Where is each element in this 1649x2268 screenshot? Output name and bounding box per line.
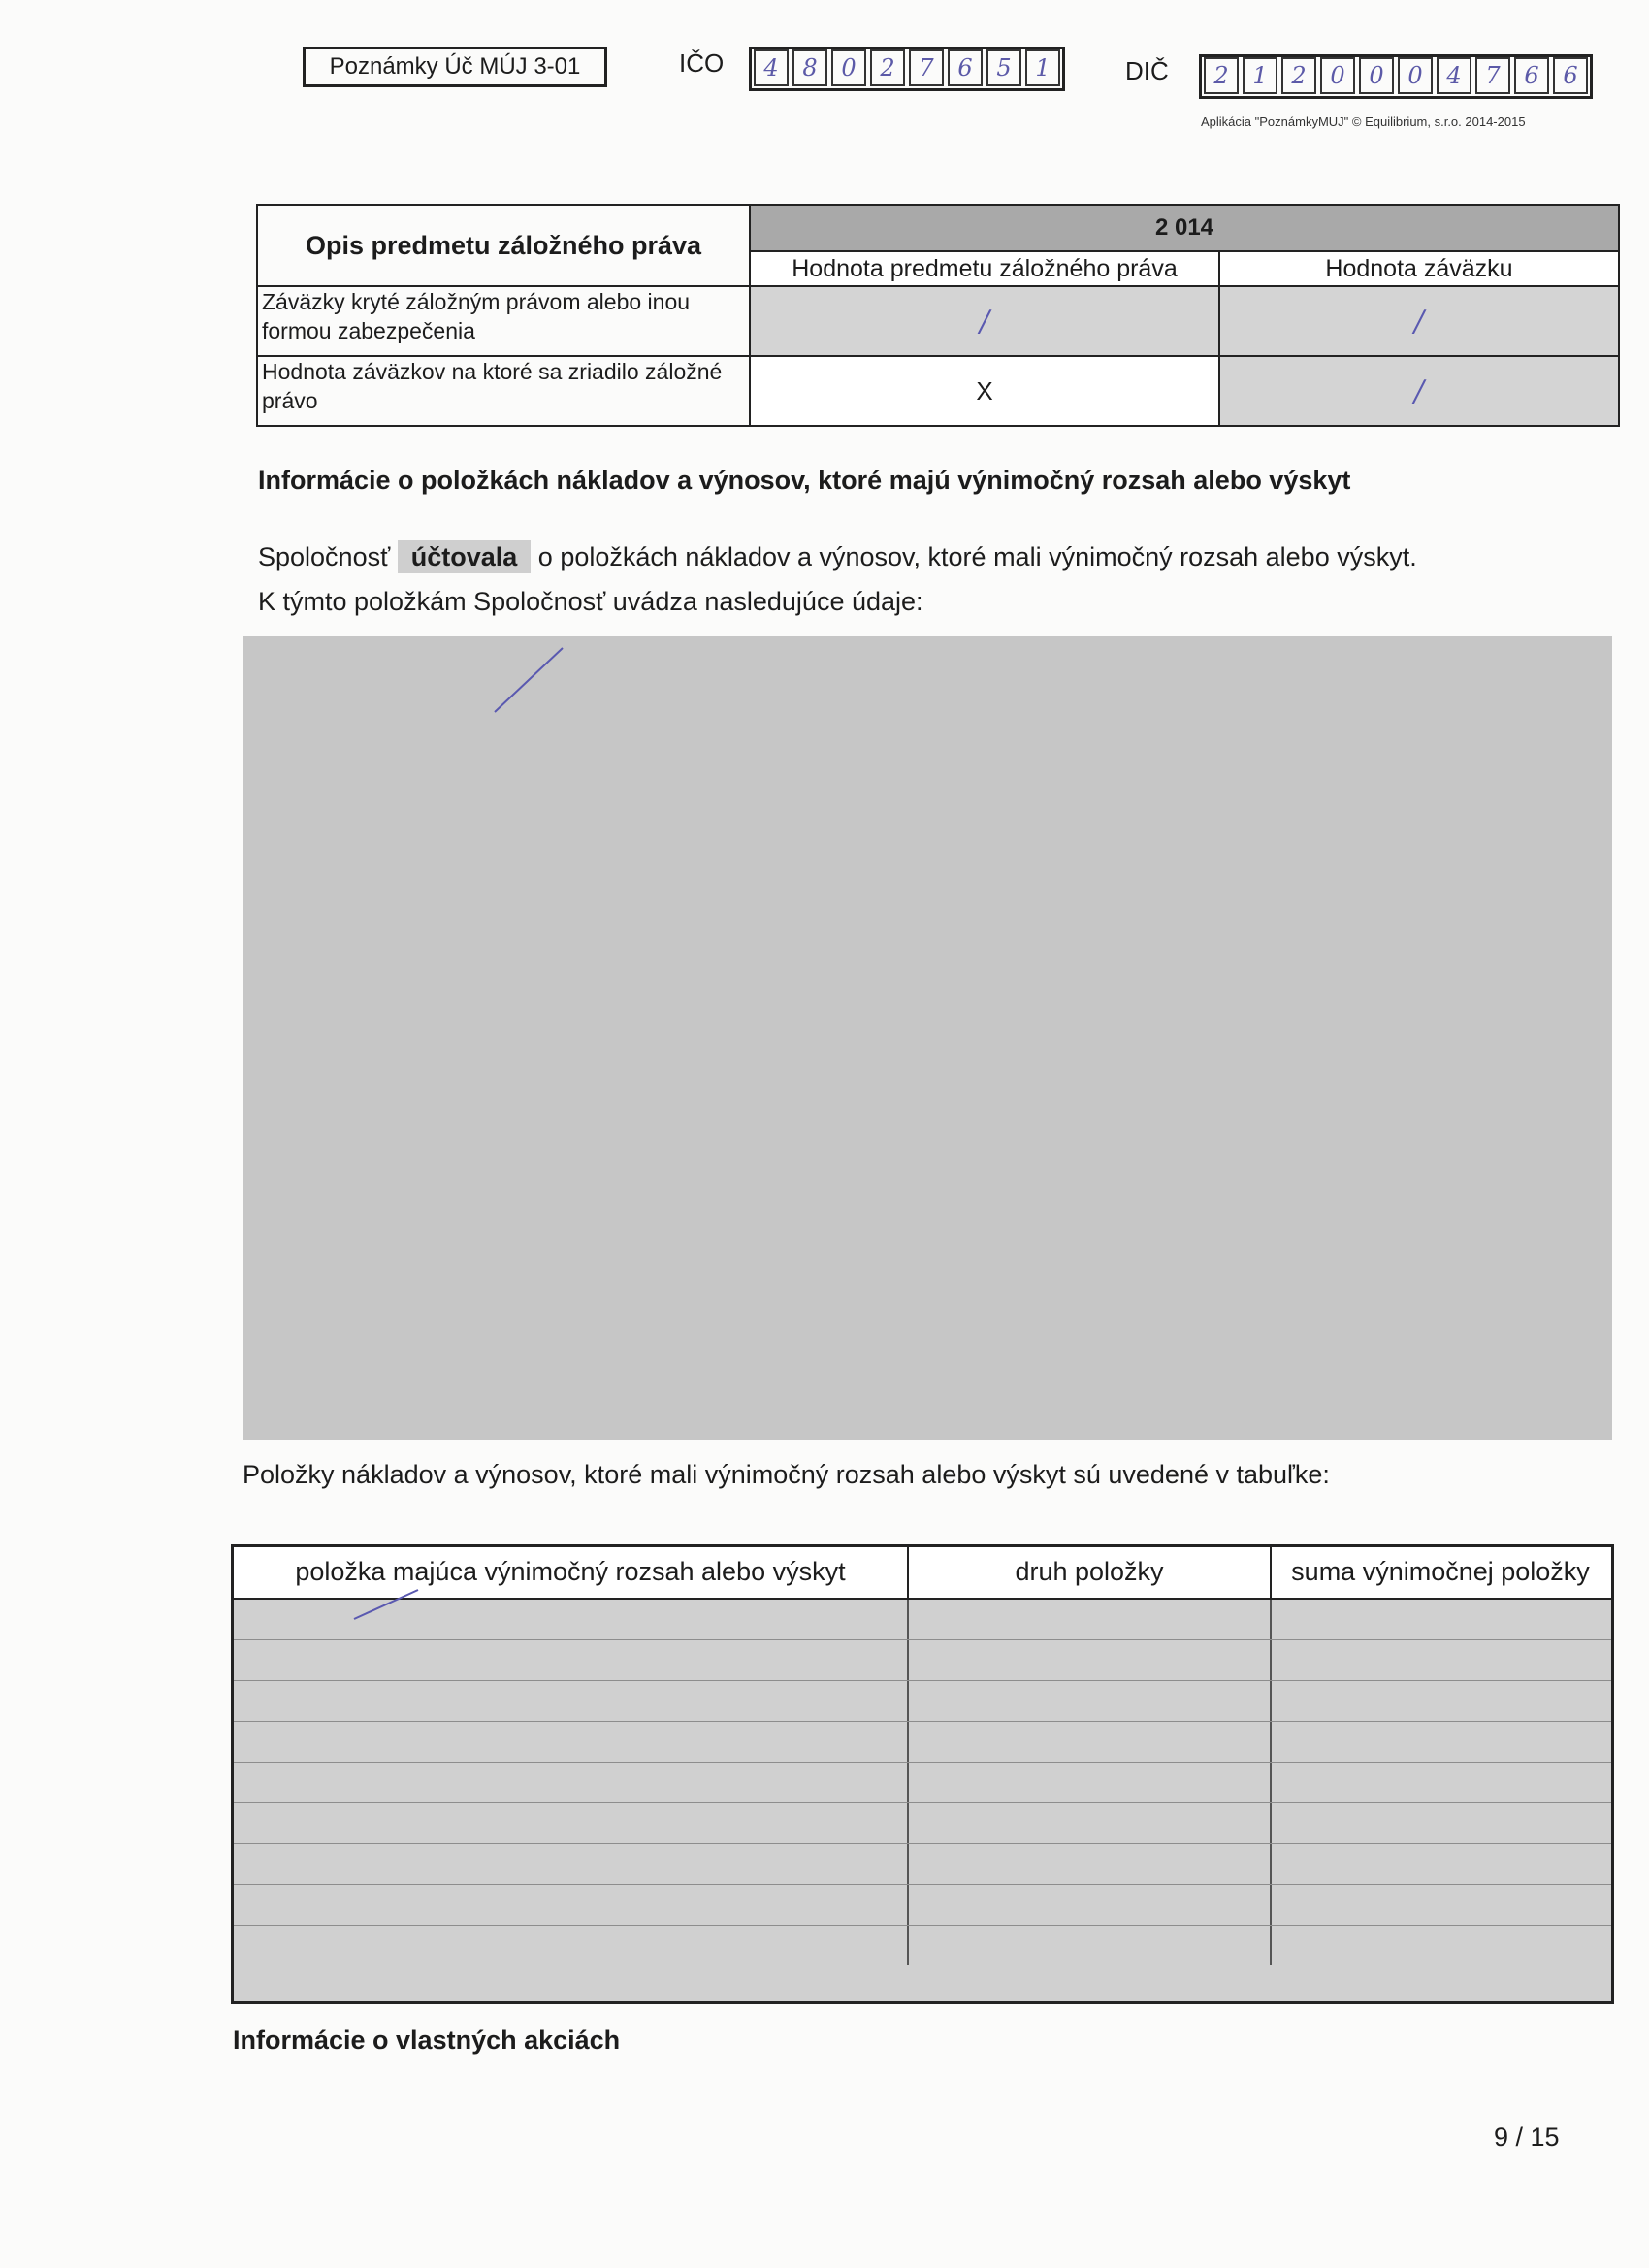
handwritten-dash: / [979, 304, 990, 339]
form-label: Poznámky Úč MÚJ 3-01 [303, 47, 607, 87]
handwritten-slash-icon [350, 1586, 428, 1625]
handwritten-dash: / [1413, 304, 1425, 339]
table-row [234, 1885, 1611, 1926]
dic-digit: 6 [1514, 57, 1549, 94]
dic-digit: 4 [1437, 57, 1471, 94]
dic-boxes [1199, 54, 1593, 99]
exceptional-line1 [258, 537, 1616, 576]
collateral-desc-header: Opis predmetu záložného práva [257, 205, 750, 286]
ico-digit: 7 [909, 49, 944, 86]
table-header-row [234, 1547, 1611, 1600]
dic-digit: 2 [1204, 57, 1239, 94]
row-secured-liabilities: Záväzky kryté záložným právom alebo inou formou zabezpečenia [257, 286, 750, 356]
dic-digit: 0 [1359, 57, 1394, 94]
row-liabilities-with-lien: Hodnota záväzkov na ktoré sa zriadilo záložné právo [257, 356, 750, 426]
table-row [234, 1600, 1611, 1640]
ico-digit: 8 [792, 49, 827, 86]
ico-label: IČO [679, 49, 725, 78]
row2-value-liability [1219, 356, 1619, 426]
dic-digit: 0 [1320, 57, 1355, 94]
exceptional-items-table [231, 1544, 1614, 2004]
ico-digit: 1 [1025, 49, 1060, 86]
line1-before: Spoločnosť [258, 542, 391, 571]
dic-digit: 6 [1553, 57, 1588, 94]
ico-digit: 6 [948, 49, 983, 86]
ico-digit: 5 [986, 49, 1021, 86]
dic-label: DIČ [1125, 56, 1169, 85]
table-intro: Položky nákladov a výnosov, ktoré mali výnimočný rozsah alebo výskyt sú uvedené v tabuľke: [242, 1460, 1330, 1489]
row1-value-liability [1219, 286, 1619, 356]
row2-value-subject: X [750, 356, 1219, 426]
handwritten-slash-icon [485, 644, 582, 722]
table-row [234, 1844, 1611, 1885]
ico-digit: 2 [870, 49, 905, 86]
ico-digit: 0 [831, 49, 866, 86]
dic-digit: 7 [1475, 57, 1510, 94]
ico-digit: 4 [754, 49, 789, 86]
col-item: položka majúca výnimočný rozsah alebo výskyt [234, 1547, 909, 1598]
table-row [234, 1803, 1611, 1844]
year-header: 2 014 [750, 205, 1619, 251]
dic-digit: 1 [1243, 57, 1277, 94]
col-value-subject: Hodnota predmetu záložného práva [750, 251, 1219, 286]
col-type: druh položky [909, 1547, 1272, 1598]
exceptional-line2: K týmto položkám Spoločnosť uvádza nasledujúce údaje: [258, 587, 923, 616]
table-row [234, 1640, 1611, 1681]
col-amount: suma výnimočnej položky [1291, 1557, 1590, 1586]
exceptional-heading: Informácie o položkách nákladov a výnosov, ktoré majú výnimočný rozsah alebo výskyt [258, 466, 1351, 495]
page-number: 9 / 15 [1494, 2122, 1560, 2152]
line1-after: o položkách nákladov a výnosov, ktoré mali výnimočný rozsah alebo výskyt. [537, 542, 1417, 571]
handwritten-dash: / [1413, 373, 1425, 408]
row1-value-subject [750, 286, 1219, 356]
dic-digit: 0 [1398, 57, 1433, 94]
details-text-area [242, 636, 1612, 1440]
table-row [234, 1926, 1611, 1965]
table-row [234, 1722, 1611, 1763]
table-row [234, 1681, 1611, 1722]
ico-boxes [749, 47, 1065, 91]
own-shares-heading: Informácie o vlastných akciách [233, 2025, 621, 2055]
line1-value: účtovala [398, 540, 532, 573]
table-row [234, 1763, 1611, 1803]
app-note: Aplikácia "PoznámkyMUJ" © Equilibrium, s.r.o. 2014-2015 [1201, 114, 1526, 129]
col-value-liability: Hodnota záväzku [1219, 251, 1619, 286]
collateral-table [256, 204, 1620, 427]
dic-digit: 2 [1281, 57, 1316, 94]
